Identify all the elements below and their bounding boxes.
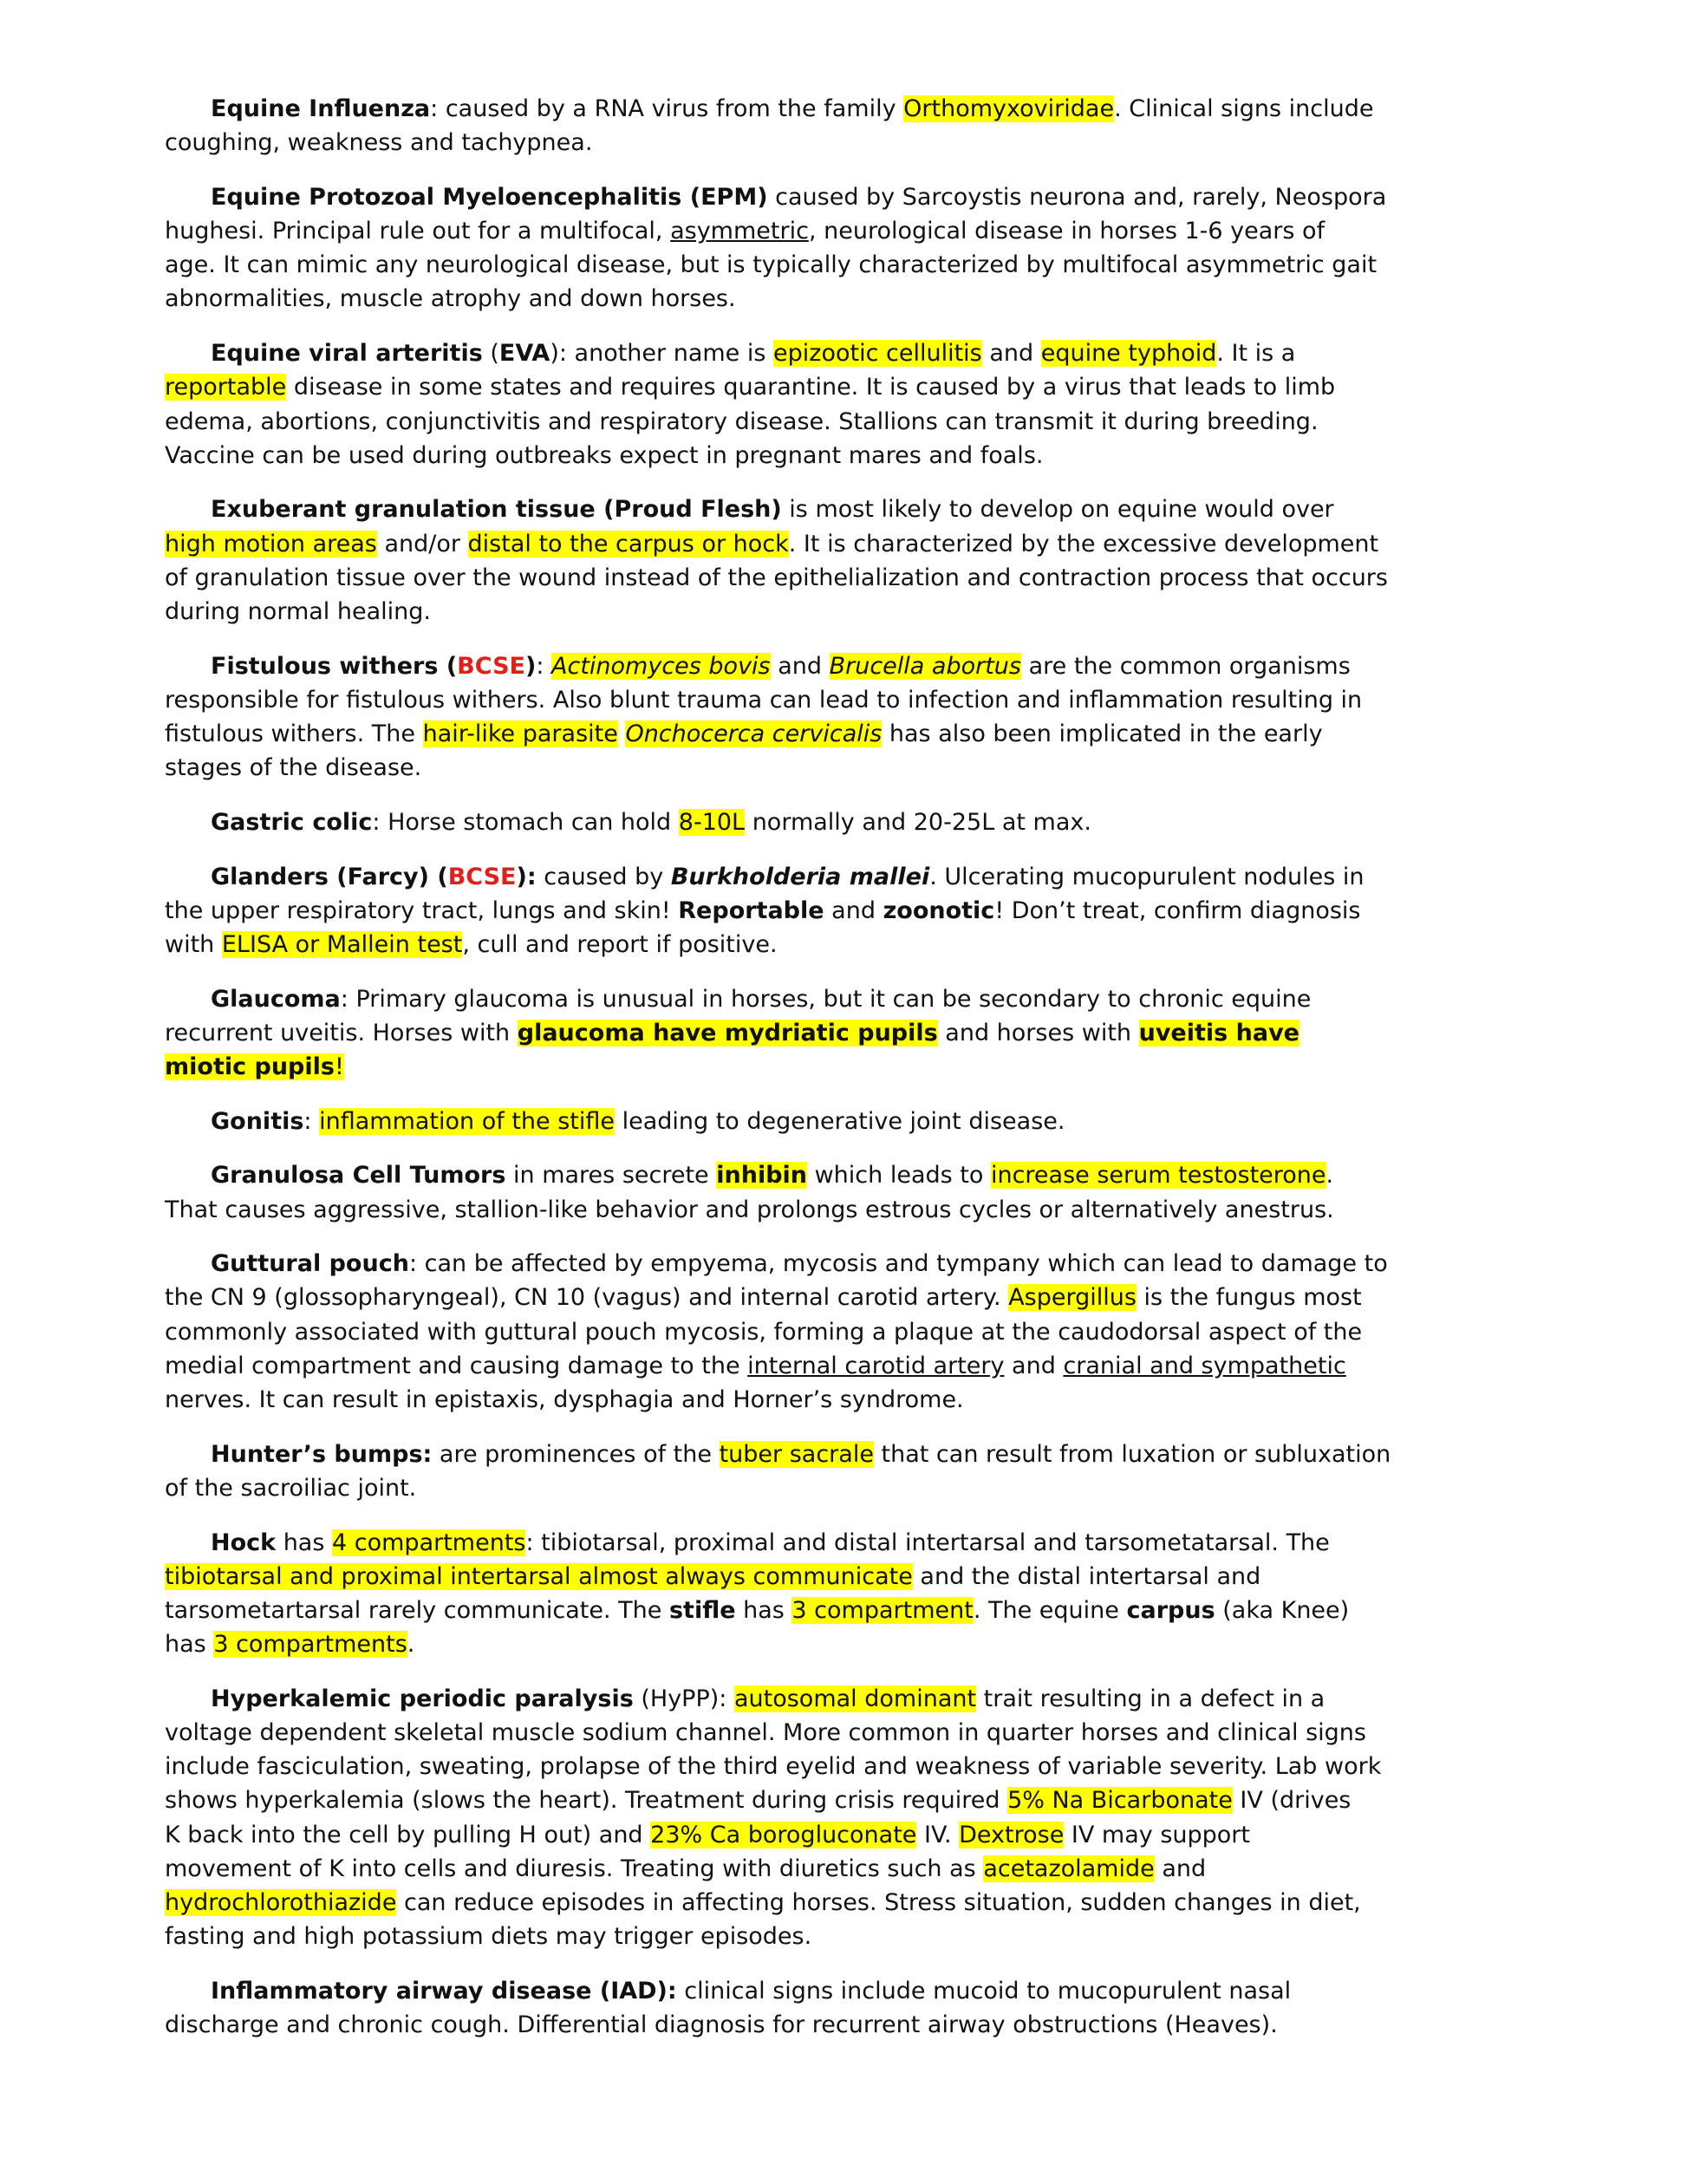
entry-term: Inflammatory airway disease (IAD): [211, 1977, 677, 2005]
text-line [165, 1852, 1517, 1886]
text-line [165, 1750, 1517, 1783]
text-run: the upper respiratory tract, lungs and skin! [165, 896, 679, 924]
text-run: tarsometartarsal rarely communicate. The [165, 1596, 669, 1624]
paragraph-entry [165, 1158, 1517, 1226]
text-run: shows hyperkalemia (slows the heart). Treatment during crisis required [165, 1787, 1008, 1815]
highlighted-text: autosomal dominant [733, 1685, 977, 1712]
text-run: Burkholderia mallei [670, 863, 930, 890]
highlighted-text: ELISA or Mallein test [221, 930, 463, 958]
highlighted-text: distal to the carpus or hock [467, 530, 789, 557]
highlighted-text: equine typhoid [1040, 340, 1217, 368]
text-line [165, 1315, 1517, 1349]
paragraph-entry [165, 180, 1517, 316]
text-run: coughing, weakness and tachypnea. [165, 129, 593, 157]
text-line [165, 561, 1517, 595]
text-run: during normal healing. [165, 597, 431, 625]
text-run: the CN 9 (glossopharyngeal), CN 10 (vagus) and internal carotid artery. [165, 1284, 1009, 1312]
entry-term: Exuberant granulation tissue (Proud Flesh) [211, 496, 782, 524]
text-run: with [165, 930, 222, 958]
text-line [165, 1438, 1517, 1471]
text-line [165, 180, 1517, 214]
text-line [165, 751, 1517, 785]
text-run: EVA [498, 340, 550, 368]
text-run: is most likely to develop on equine would over [781, 496, 1334, 524]
text-line [165, 1783, 1517, 1817]
text-run: commonly associated with guttural pouch mycosis, forming a plaque at the caudodorsal aspect of the [165, 1318, 1363, 1346]
text-run: caused by Sarcoystis neurona and, rarely, Neospora [767, 183, 1387, 211]
text-line [165, 248, 1517, 282]
entry-term: Glaucoma [211, 985, 341, 1013]
text-line [165, 1818, 1517, 1852]
highlighted-text: acetazolamide [983, 1855, 1155, 1882]
text-run: stifle [668, 1596, 736, 1624]
highlighted-text: reportable [165, 374, 287, 401]
text-run: (aka Knee) [1215, 1596, 1350, 1624]
text-run: has also been implicated in the early [882, 720, 1323, 747]
text-run: and/or [376, 530, 468, 557]
text-run: and horses with [937, 1019, 1139, 1046]
text-run: : caused by a RNA virus from the family [430, 95, 904, 122]
text-run: : can be affected by empyema, mycosis and tympany which can lead to damage to [408, 1250, 1388, 1278]
red-label: BCSE [447, 863, 517, 890]
highlighted-text: uveitis have [1138, 1019, 1299, 1046]
entry-term: Gastric colic [211, 808, 373, 836]
text-run: Vaccine can be used during outbreaks expect in pregnant mares and foals. [165, 441, 1044, 469]
paragraph-entry [165, 492, 1517, 629]
text-run: carpus [1126, 1596, 1215, 1624]
document-body [165, 92, 1517, 2063]
text-run: are prominences of the [432, 1440, 720, 1468]
text-run: ! Don’t treat, confirm diagnosis [994, 896, 1361, 924]
text-run: : tibiotarsal, proximal and distal intertarsal and tarsometatarsal. The [525, 1529, 1330, 1556]
text-run: hughesi. Principal rule out for a multifocal, [165, 218, 671, 245]
text-line [165, 683, 1517, 717]
highlighted-text: increase serum testosterone [990, 1162, 1326, 1190]
highlighted-text: Dextrose [959, 1821, 1065, 1848]
entry-term: Fistulous withers ( [211, 652, 458, 680]
text-run: are the common organisms [1021, 652, 1351, 680]
text-run: of the sacroiliac joint. [165, 1474, 417, 1502]
entry-term: Hyperkalemic periodic paralysis [211, 1685, 634, 1712]
text-run: Reportable [678, 896, 824, 924]
paragraph-entry [165, 982, 1517, 1085]
text-run: movement of K into cells and diuresis. Treating with diuretics such as [165, 1855, 984, 1882]
highlighted-text: hair-like parasite [422, 720, 618, 747]
text-run: : Horse stomach can hold [372, 808, 679, 836]
text-run: ) [524, 652, 537, 680]
highlighted-text: 3 compartment [791, 1596, 974, 1624]
highlighted-text: 8-10L [678, 808, 746, 836]
text-run: . Clinical signs include [1114, 95, 1374, 122]
text-run: has [735, 1596, 792, 1624]
text-line [165, 649, 1517, 683]
paragraph-entry [165, 805, 1517, 839]
text-run: that can result from luxation or subluxation [873, 1440, 1391, 1468]
text-line [165, 1682, 1517, 1716]
text-run: , cull and report if positive. [462, 930, 778, 958]
text-line [165, 1050, 1517, 1084]
paragraph-entry [165, 649, 1517, 786]
text-line [165, 1281, 1517, 1314]
text-run: and [824, 896, 883, 924]
text-run: : [536, 652, 551, 680]
text-line [165, 1016, 1517, 1050]
text-line [165, 439, 1517, 473]
text-run: nerves. It can result in epistaxis, dysphagia and Horner’s syndrome. [165, 1386, 964, 1413]
highlighted-text: high motion areas [165, 530, 377, 557]
entry-term: Hunter’s bumps: [211, 1440, 433, 1468]
text-run: K back into the cell by pulling H out) and [165, 1821, 651, 1848]
paragraph-entry [165, 1682, 1517, 1954]
text-run: . Ulcerating mucopurulent nodules in [929, 863, 1365, 890]
text-run: of granulation tissue over the wound instead of the epithelialization and contraction process that occurs [165, 564, 1388, 591]
text-line [165, 405, 1517, 439]
highlighted-text: Aspergillus [1008, 1284, 1137, 1312]
text-line [165, 214, 1517, 248]
text-run: IV. [916, 1821, 960, 1848]
highlighted-text: Brucella abortus [829, 652, 1021, 680]
text-run: ): another name is [550, 340, 774, 368]
text-line [165, 1560, 1517, 1594]
text-line [165, 860, 1517, 894]
text-line [165, 1105, 1517, 1138]
text-line [165, 282, 1517, 316]
text-run: , neurological disease in horses 1-6 years of [808, 218, 1326, 245]
text-run: and the distal intertarsal and [912, 1562, 1261, 1590]
text-run: stages of the disease. [165, 754, 422, 782]
entry-term: Guttural pouch [211, 1250, 409, 1278]
paragraph-entry [165, 1526, 1517, 1662]
text-run: in mares secrete [505, 1162, 717, 1190]
text-line [165, 1247, 1517, 1281]
highlighted-text: inhibin [716, 1162, 808, 1190]
red-label: BCSE [457, 652, 525, 680]
text-line [165, 1920, 1517, 1953]
highlighted-text: epizootic cellulitis [773, 340, 982, 368]
entry-term: Glanders (Farcy) ( [211, 863, 448, 890]
text-run: internal carotid artery [747, 1352, 1005, 1379]
text-line [165, 1193, 1517, 1227]
highlighted-text: 3 compartments [213, 1631, 407, 1659]
highlighted-text: Orthomyxoviridae [903, 95, 1115, 122]
text-run: fasting and high potassium diets may trigger episodes. [165, 1923, 812, 1951]
text-line [165, 1383, 1517, 1417]
text-line [165, 982, 1517, 1016]
text-run: IV may support [1064, 1821, 1250, 1848]
text-run: . [407, 1631, 415, 1659]
text-run: can reduce episodes in affecting horses. Stress situation, sudden changes in diet, [396, 1888, 1361, 1916]
text-line [165, 336, 1517, 370]
paragraph-entry [165, 336, 1517, 473]
text-run: normally and 20-25L at max. [745, 808, 1091, 836]
text-line [165, 805, 1517, 839]
text-run: is the fungus most [1136, 1284, 1362, 1312]
entry-term: Granulosa Cell Tumors [211, 1162, 506, 1190]
paragraph-entry [165, 1247, 1517, 1417]
text-line [165, 1716, 1517, 1750]
paragraph-entry [165, 92, 1517, 160]
text-run: clinical signs include mucoid to mucopurulent nasal [676, 1977, 1292, 2005]
highlighted-text: Onchocerca cervicalis [625, 720, 883, 747]
text-run: asymmetric [670, 218, 809, 245]
text-line [165, 595, 1517, 629]
text-run: fistulous withers. The [165, 720, 423, 747]
paragraph-entry [165, 1438, 1517, 1505]
text-run: ( [482, 340, 499, 368]
entry-term: Hock [211, 1529, 277, 1556]
text-run: age. It can mimic any neurological disease, but is typically characterized by multifocal asymmetric gait [165, 251, 1378, 279]
text-run: and [1004, 1352, 1064, 1379]
text-line [165, 1349, 1517, 1383]
text-run: (HyPP): [633, 1685, 734, 1712]
text-run: leading to degenerative joint disease. [615, 1107, 1065, 1135]
text-run: : Primary glaucoma is unusual in horses, but it can be secondary to chronic equine [340, 985, 1312, 1013]
text-line [165, 92, 1517, 126]
text-line [165, 2008, 1517, 2042]
text-line [165, 1158, 1517, 1192]
text-run: responsible for fistulous withers. Also blunt trauma can lead to infection and inflammation resulting in [165, 686, 1363, 714]
highlighted-text: ! [334, 1053, 344, 1080]
text-run: . The equine [973, 1596, 1127, 1624]
text-run: discharge and chronic cough. Differential diagnosis for recurrent airway obstructions (Heaves). [165, 2011, 1278, 2038]
highlighted-text: Actinomyces bovis [551, 652, 771, 680]
highlighted-text: tibiotarsal and proximal intertarsal almost always communicate [165, 1562, 913, 1590]
text-run: trait resulting in a defect in a [976, 1685, 1326, 1712]
text-run: include fasciculation, sweating, prolapse of the third eyelid and weakness of variable severity. Lab work [165, 1753, 1382, 1781]
paragraph-entry [165, 1974, 1517, 2042]
entry-term: Gonitis [211, 1107, 304, 1135]
text-line [165, 894, 1517, 928]
text-line [165, 370, 1517, 404]
text-run: voltage dependent skeletal muscle sodium channel. More common in quarter horses and clinical signs [165, 1719, 1366, 1746]
highlighted-text: 4 compartments [332, 1529, 526, 1556]
text-run: edema, abortions, conjunctivitis and respiratory disease. Stallions can transmit it during breeding. [165, 407, 1319, 435]
text-line [165, 492, 1517, 526]
text-line [165, 928, 1517, 962]
entry-term: Equine Influenza [211, 95, 431, 122]
text-run: and [770, 652, 830, 680]
text-run: That causes aggressive, stallion-like behavior and prolongs estrous cycles or alternatively anestrus. [165, 1196, 1334, 1223]
text-line [165, 126, 1517, 160]
paragraph-entry [165, 1105, 1517, 1138]
text-run: IV (drives [1232, 1787, 1352, 1815]
text-run: cranial and sympathetic [1063, 1352, 1346, 1379]
text-run: caused by [536, 863, 671, 890]
text-line [165, 1471, 1517, 1505]
text-run: . It is a [1216, 340, 1296, 368]
text-run: has [165, 1631, 214, 1659]
text-run: abnormalities, muscle atrophy and down horses. [165, 285, 736, 313]
highlighted-text: glaucoma have mydriatic pupils [517, 1019, 938, 1046]
highlighted-text: tuber sacrale [719, 1440, 874, 1468]
text-line [165, 1886, 1517, 1920]
text-run: . [1326, 1162, 1334, 1190]
text-run: zoonotic [883, 896, 995, 924]
text-run: ): [516, 863, 537, 890]
text-line [165, 1974, 1517, 2008]
entry-term: Equine viral arteritis [211, 340, 483, 368]
text-line [165, 1627, 1517, 1661]
text-line [165, 717, 1517, 751]
text-line [165, 527, 1517, 561]
text-line [165, 1594, 1517, 1627]
text-run: medial compartment and causing damage to the [165, 1352, 748, 1379]
text-run: recurrent uveitis. Horses with [165, 1019, 518, 1046]
text-run: has [276, 1529, 332, 1556]
highlighted-text: inflammation of the stifle [319, 1107, 615, 1135]
highlighted-text: 5% Na Bicarbonate [1007, 1787, 1233, 1815]
text-line [165, 1526, 1517, 1560]
paragraph-entry [165, 860, 1517, 962]
text-run: which leads to [807, 1162, 991, 1190]
text-run: disease in some states and requires quarantine. It is caused by a virus that leads to limb [286, 374, 1336, 401]
text-run: . It is characterized by the excessive development [788, 530, 1379, 557]
highlighted-text: 23% Ca borogluconate [650, 1821, 917, 1848]
text-run: and [981, 340, 1041, 368]
text-run: : [303, 1107, 320, 1135]
highlighted-text: hydrochlorothiazide [165, 1888, 397, 1916]
entry-term: Equine Protozoal Myeloencephalitis (EPM) [211, 183, 768, 211]
highlighted-text: miotic pupils [165, 1053, 335, 1080]
text-run: and [1154, 1855, 1207, 1882]
